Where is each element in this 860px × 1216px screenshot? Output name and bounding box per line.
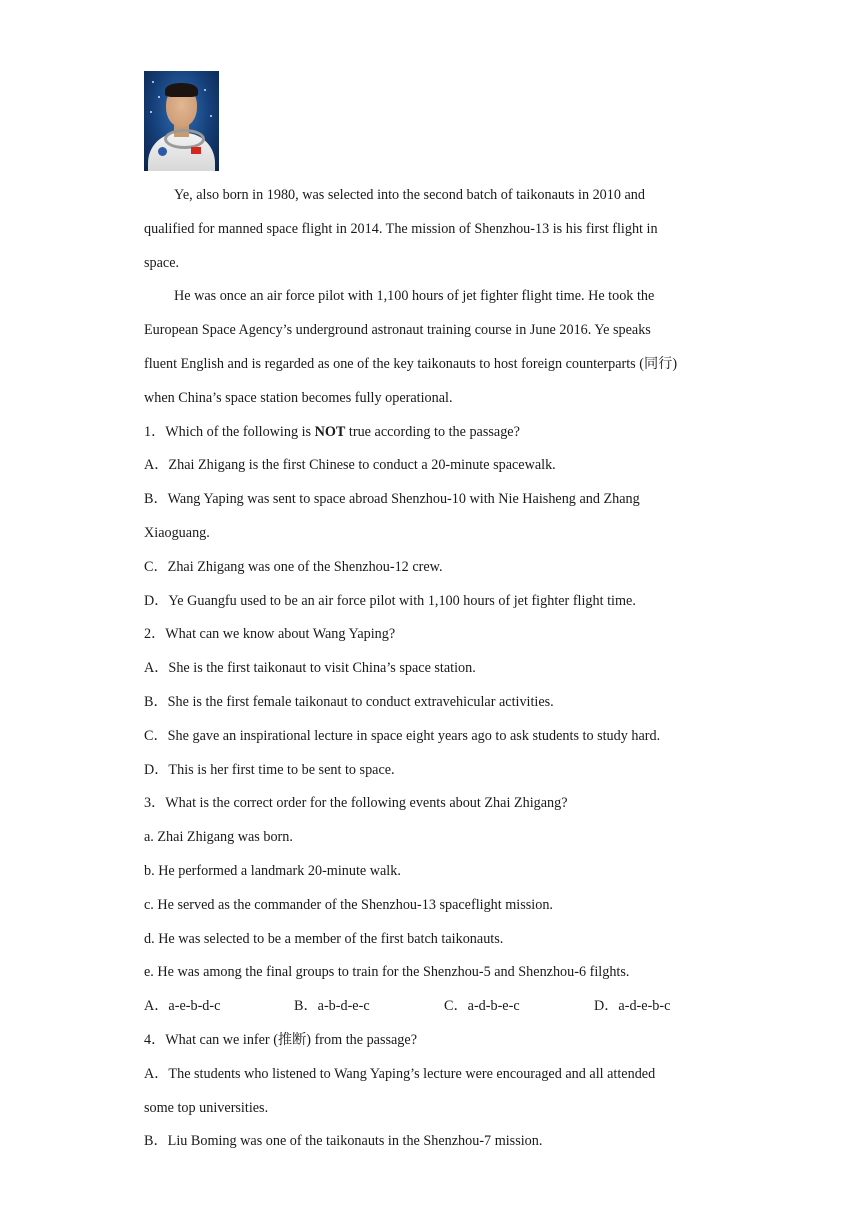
paragraph-2-line-2: European Space Agency’s underground astronaut training course in June 2016. Ye speaks	[144, 322, 651, 339]
question-2-option-b[interactable]: B．She is the first female taikonaut to conduct extravehicular activities.	[144, 693, 554, 710]
question-1-stem-start: 1．Which of the following is	[144, 423, 315, 440]
question-2-option-a[interactable]: A．She is the first taikonaut to visit China’s space station.	[144, 660, 476, 677]
taikonaut-portrait-image	[144, 71, 219, 171]
question-1-option-d[interactable]: D．Ye Guangfu used to be an air force pilot with 1,100 hours of jet fighter flight time.	[144, 592, 636, 609]
question-1-option-c[interactable]: C．Zhai Zhigang was one of the Shenzhou-12 crew.	[144, 558, 443, 575]
question-3-event-d: d. He was selected to be a member of the first batch taikonauts.	[144, 930, 504, 947]
question-4-option-b[interactable]: B．Liu Boming was one of the taikonauts in the Shenzhou-7 mission.	[144, 1133, 543, 1150]
question-3-event-b: b. He performed a landmark 20-minute walk.	[144, 862, 401, 879]
question-4-option-a-cont[interactable]: some top universities.	[144, 1099, 269, 1116]
question-4-option-a[interactable]: A．The students who listened to Wang Yaping’s lecture were encouraged and all attended	[144, 1065, 656, 1082]
question-1-option-a[interactable]: A．Zhai Zhigang is the first Chinese to conduct a 20-minute spacewalk.	[144, 457, 556, 474]
paragraph-1-line-1: Ye, also born in 1980, was selected into the second batch of taikonauts in 2010 and	[174, 187, 645, 203]
question-3-event-a: a. Zhai Zhigang was born.	[144, 829, 293, 846]
paragraph-2-line-3: fluent English and is regarded as one of the key taikonauts to host foreign counterparts (同行)	[144, 355, 678, 372]
paragraph-1-line-2: qualified for manned space flight in 2014. The mission of Shenzhou-13 is his first flight in	[144, 220, 658, 237]
paragraph-2-line-4: when China’s space station becomes fully operational.	[144, 389, 453, 406]
question-4-stem: 4．What can we infer (推断) from the passage?	[144, 1031, 417, 1048]
question-3-options	[144, 990, 724, 1024]
document-page	[144, 71, 724, 1159]
question-1-stem-end: true according to the passage?	[345, 423, 520, 440]
question-2-option-c[interactable]: C．She gave an inspirational lecture in space eight years ago to ask students to study hard.	[144, 727, 661, 744]
question-3-stem: 3．What is the correct order for the following events about Zhai Zhigang?	[144, 795, 568, 812]
question-1-option-b-cont[interactable]: Xiaoguang.	[144, 524, 210, 541]
question-3-option-b[interactable]: B．a-b-d-e-c	[294, 998, 370, 1015]
question-3-event-c: c. He served as the commander of the Shenzhou-13 spaceflight mission.	[144, 896, 553, 913]
question-1-stem	[144, 416, 724, 450]
question-2-stem: 2．What can we know about Wang Yaping?	[144, 626, 396, 643]
question-1-option-b[interactable]: B．Wang Yaping was sent to space abroad Shenzhou-10 with Nie Haisheng and Zhang	[144, 491, 640, 508]
paragraph-1-line-3: space.	[144, 254, 180, 271]
question-2-option-d[interactable]: D．This is her first time to be sent to space.	[144, 761, 395, 778]
question-3-option-a[interactable]: A．a-e-b-d-c	[144, 998, 221, 1015]
question-3-option-c[interactable]: C．a-d-b-e-c	[444, 998, 520, 1015]
question-1-stem-emphasis: NOT	[314, 423, 346, 440]
question-3-option-d[interactable]: D．a-d-e-b-c	[594, 998, 671, 1015]
paragraph-2-line-1: He was once an air force pilot with 1,100 hours of jet fighter flight time. He took the	[174, 288, 655, 305]
question-3-event-e: e. He was among the final groups to train for the Shenzhou-5 and Shenzhou-6 filghts.	[144, 964, 630, 981]
